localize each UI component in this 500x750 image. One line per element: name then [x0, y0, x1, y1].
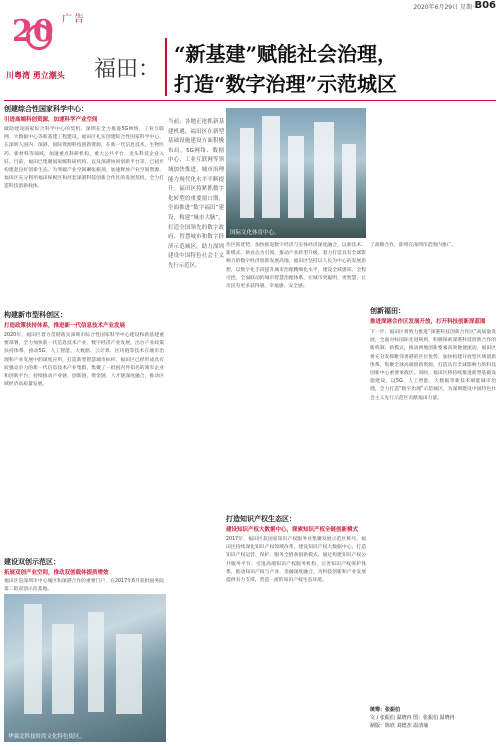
section-category: 广告 — [62, 14, 86, 25]
section-body: 2017年，福田区获国家知识产权服务业集聚发展示范区称号。福田区持续深化知识产权领域改革，建设知识产权大数据中心，打造知识产权运营、保护、服务全链条创新模式。通过构建知识产权公共服务平台、引进高端知识产权服务机构、完善知识产权保护体系，推动知识产权与产业、金融深度融合，为科技创新和产业发展提供有力支撑，营造一流的知识产权生态环境。 — [226, 537, 366, 584]
page-header — [0, 0, 500, 25]
column-body: 了战略合作，即将在深圳市范围内推广。 — [370, 243, 457, 248]
section-subtitle: 打造政策扶持体系，推进新一代信息技术产业发展 — [4, 323, 126, 329]
photo-culture-sports-center — [226, 108, 366, 238]
section-new-city — [4, 310, 164, 558]
building-shape — [262, 116, 280, 218]
photo-caption: 国际文化体育中心。 — [230, 230, 280, 236]
page-number: B06 — [474, 0, 496, 11]
anniversary-logo — [6, 10, 72, 80]
building-shape — [240, 128, 254, 218]
column-digital-economy — [226, 242, 366, 422]
section-ip-ecosystem — [226, 514, 366, 746]
section-subtitle: 拓展双创产业空间，推动双创载体提质增效 — [4, 570, 109, 576]
section-subtitle: 推进深港合作区发展开放，打开科技创新深蓝图 — [370, 319, 486, 325]
building-shape — [116, 634, 142, 714]
section-title: 打造知识产权生态区： — [226, 515, 296, 523]
section-title: 创新福田： — [370, 307, 405, 315]
logo-slogan: 川粤湾 勇立潮头 — [6, 71, 65, 80]
headline-line-2: 打造“数字治理”示范城区 — [174, 72, 398, 96]
building-shape — [88, 612, 104, 712]
column-right-top — [370, 242, 496, 264]
photo-caption: 华强北科技时尚文化特色街区。 — [8, 734, 86, 740]
logo-number: 20 — [12, 14, 54, 49]
section-title: 建设双创示范区： — [4, 558, 60, 566]
section-body: 下一步，福田区将致力推进“深港科技创新合作区”高质量发展，全面对标国际先进规则，积极探索深港科技创新合作的新机制、新模式，推动两地创新要素高效便捷流动。福田区将充分发挥毗邻香港的区位优势，加快构建开放型区域创新体系，集聚全球高端创新资源，打造具有全球影响力的科技创新中心重要承载区。同时，福田区将持续推进新型基础设施建设，以5G、人工智能、大数据等新技术赋能城市治理，全力打造“数字治理”示范城区，为深圳建设中国特色社会主义先行示范区贡献福田力量。 — [370, 330, 496, 401]
section-subtitle: 建设知识产权大数据中心，探索知识产权全链创新模式 — [226, 527, 359, 533]
building-shape — [24, 604, 42, 714]
headline — [88, 38, 498, 100]
headline-place: 福田： — [94, 57, 161, 82]
section-body: 福田区是深圳市中心城区和深港合作的重要门户，在2017年6月获批国务院第二批双创示范基地。 — [4, 579, 164, 593]
section-science-center — [4, 104, 164, 322]
section-title: 构建新市型科创区： — [4, 311, 67, 319]
column-body: 作区的优势，加快推进数字经济与实体经济深度融合，以新技术、新模式、新业态为引领，推动产业转型升级，着力打造具有全球影响力的数字经济创新发展高地。福田区坚持以人民为中心的发展思想，以数字化手段提升城市治理精细化水平，建设全域感知、全程可控、全面联动的城市智慧治理体系，让城市更聪明、更智慧，让市民有更多获得感、幸福感、安全感。 — [226, 243, 366, 290]
column-narrow — [168, 118, 224, 534]
headline-rule — [4, 100, 496, 101]
building-shape — [288, 136, 304, 218]
headline-divider — [165, 38, 167, 96]
headline-line-1: “新基建”赋能社会治理， — [174, 42, 398, 66]
credit-authors: 文 / 张振伯 温晓冉 图：张振伯 温晓冉 — [370, 715, 455, 721]
column-body: 当前，各地正抢抓新基建机遇，福田区在新型基础设施建设方面积极布局，5G网络、数据中心、工业互联网等领域加快推进，城市治理能力现代化水平不断提升。福田区将紧抓数字化转型的重要窗口期，全面推进“数字福田”建设，构建“城市大脑”，打造全国领先的数字政府、智慧城市和数字经济示范城区，助力深圳建设中国特色社会主义先行示范区。 — [168, 119, 224, 269]
building-shape — [314, 122, 334, 218]
photo-huaqiangbei — [4, 594, 166, 742]
credit-layout: 制版：陈欣 刘德杰 温清瑜 — [370, 723, 429, 729]
section-innovation-futian — [370, 306, 496, 699]
building-shape — [52, 624, 74, 714]
section-body: 做助建设国家综合科学中心的契机，深圳在全力推进5G网络、工业互联网、大数据中心等新基建工程建设。福田区扎实创建综合性国家科学中心，在深圳人国内、深港、国际资源科技创新资源，在新一代信息技术、生物医药、新材料等领域，加速重点科研机构、重大公共平台、龙头科技企业入驻。目前，福田已集聚国家级科研机构、以及深港协同创新平台等，已初步构建起良好创新生态。为突破产业空间紧张瓶颈，加速释放产业空间资源，福田区充分利用福田保税区和河套深港科技创新合作区的发展契机，全力打造科技创新载体。 — [4, 127, 164, 190]
issue-date: 2020年6月29日 星期一 — [413, 4, 478, 11]
article-credits — [370, 706, 496, 730]
credit-editor: 统筹：张振伯 — [370, 707, 401, 713]
section-body: 2020年，福田区着力贯彻落实深圳市综合性国家科学中心建设和新基建重要部署，全力加快新一代信息技术产业、数字经济产业发展，出台产业政策扶持体系，推动5G、人工智能、大数据、云计算、区块链等技术在城市治理和产业发展中的深度应用，打造新型智慧城市标杆。福田区已经形成具有较强竞争力的新一代信息技术产业集群，集聚了一批国内外知名的领军企业和创新平台，持续推动产业链、创新链、资金链、人才链深度融合，推动区域经济高质量发展。 — [4, 333, 164, 388]
section-title: 创建综合性国家科学中心： — [4, 105, 88, 113]
section-subtitle: 引进高端科创资源，加速科学产业空间 — [4, 117, 98, 123]
building-shape — [342, 144, 356, 218]
section-innovation-demo — [4, 557, 164, 596]
